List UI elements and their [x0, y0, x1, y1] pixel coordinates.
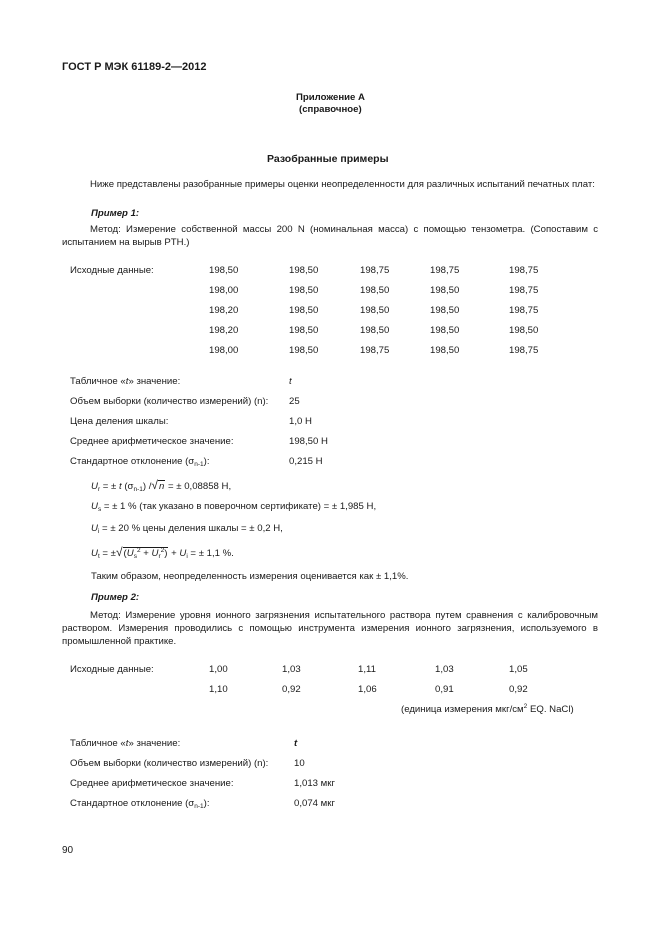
mean-label-2: Среднее арифметическое значение: [70, 778, 234, 789]
appendix-subtitle: (справочное) [299, 104, 362, 115]
std-deviation-label-2: Стандартное отклонение $(\sigma_{n-1})$: [70, 798, 210, 810]
example1-method: Метод: Измерение собственной массы 200 N (номинальная масса) с помощью тензометра. (Сопоставим с испытанием на вырыв PTH.) [62, 224, 598, 248]
table-cell: 198,75 [430, 265, 460, 276]
unit-note: (единица измерения мкг/$см^2$ EQ. NaCl) [401, 703, 574, 715]
table-cell: 198,75 [509, 345, 539, 356]
sample-size-label: Объем выборки (количество измерений) (n): [70, 396, 269, 407]
table-cell: 198,50 [430, 305, 460, 316]
table-cell: 198,50 [289, 325, 319, 336]
intro-paragraph: Ниже представлены разобранные примеры оценки неопределенности для различных испытаний печатных плат: [90, 179, 595, 190]
example1-conclusion: Таким образом, неопределенность измерения оценивается как ± 1,1%. [91, 571, 409, 582]
table-cell: 198,50 [289, 285, 319, 296]
std-deviation-value: 0,215 Н [289, 456, 323, 467]
formula-ur: $U_r$ = ± t $(\sigma_{n-1}) /√n$ = ± 0,08858 Н, [91, 478, 232, 493]
table-cell: 198,20 [209, 325, 239, 336]
formula-us: $U_s$ = ± 1 % (так указано в поверочном сертификате) = ± 1,985 Н, [91, 501, 377, 513]
table-cell: 1,03 [435, 664, 454, 675]
mean-value-2: 1,013 мкг [294, 778, 335, 789]
example2-data-label: Исходные данные: [70, 664, 154, 675]
table-cell: 198,00 [209, 285, 239, 296]
table-cell: 0,92 [282, 684, 301, 695]
formula-ui: $U_i$ = ± 20 % цены деления шкалы = ± 0,2 Н, [91, 523, 283, 535]
mean-label: Среднее арифметическое значение: [70, 436, 234, 447]
table-cell: 198,50 [209, 265, 239, 276]
formula-ut: $U_t = \pm√(U_s^2 + U_r^2) + U_i$ = ± 1,1 %. [91, 545, 234, 560]
example1-heading: Пример 1: [91, 208, 140, 219]
table-cell: 1,10 [209, 684, 228, 695]
table-cell: 198,75 [509, 265, 539, 276]
table-cell: 198,50 [430, 345, 460, 356]
t-value-label-2: Табличное «t» значение: [70, 738, 181, 749]
sample-size-label-2: Объем выборки (количество измерений) (n): [70, 758, 269, 769]
table-cell: 198,50 [509, 325, 539, 336]
table-cell: 198,75 [509, 285, 539, 296]
table-cell: 0,91 [435, 684, 454, 695]
table-cell: 198,50 [430, 285, 460, 296]
table-cell: 1,06 [358, 684, 377, 695]
table-cell: 198,20 [209, 305, 239, 316]
document-code: ГОСТ Р МЭК 61189-2—2012 [62, 61, 207, 73]
table-cell: 198,50 [289, 265, 319, 276]
example2-method: Метод: Измерение уровня ионного загрязнения испытательного раствора путем сравнения с калибровочным раствором. Измерения проводились с помощью инструмента измерения ионного загрязнения, используемого в промышленной практике. [62, 610, 598, 647]
table-cell: 198,50 [289, 345, 319, 356]
t-value-2: t [294, 738, 298, 749]
table-cell: 198,50 [430, 325, 460, 336]
std-deviation-value-2: 0,074 мкг [294, 798, 335, 809]
example2-heading: Пример 2: [91, 592, 140, 603]
table-cell: 0,92 [509, 684, 528, 695]
table-cell: 198,75 [360, 265, 390, 276]
appendix-title: Приложение А [296, 92, 365, 103]
scale-division-label: Цена деления шкалы: [70, 416, 169, 427]
table-cell: 198,50 [360, 305, 390, 316]
mean-value: 198,50 Н [289, 436, 328, 447]
table-cell: 1,11 [358, 664, 376, 675]
t-value: t [289, 376, 292, 387]
sqrt-icon: √ [151, 478, 158, 492]
sample-size-value-2: 10 [294, 758, 305, 769]
example1-data-label: Исходные данные: [70, 265, 154, 276]
sample-size-value: 25 [289, 396, 300, 407]
t-value-label: Табличное «t» значение: [70, 376, 181, 387]
table-cell: 1,05 [509, 664, 528, 675]
section-title: Разобранные примеры [267, 153, 389, 165]
table-cell: 198,50 [360, 325, 390, 336]
table-cell: 198,00 [209, 345, 239, 356]
table-cell: 1,00 [209, 664, 228, 675]
scale-division-value: 1,0 Н [289, 416, 312, 427]
sqrt-icon: √ [115, 545, 123, 559]
page-number: 90 [62, 845, 74, 856]
table-cell: 198,75 [509, 305, 539, 316]
table-cell: 198,50 [289, 305, 319, 316]
table-cell: 198,50 [360, 285, 390, 296]
std-deviation-label: Стандартное отклонение $(\sigma_{n-1})$: [70, 456, 210, 468]
table-cell: 198,75 [360, 345, 390, 356]
table-cell: 1,03 [282, 664, 301, 675]
